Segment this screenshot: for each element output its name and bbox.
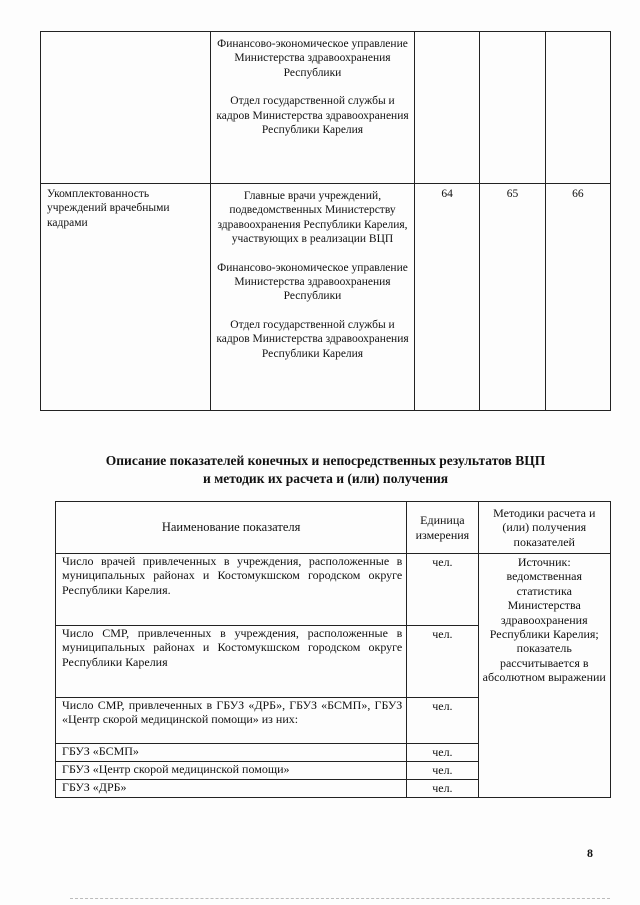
table-row (41, 184, 611, 411)
table-header-row (56, 502, 611, 554)
responsible-entry: Финансово-экономическое управление Министерства здравоохранения Республики (217, 38, 408, 79)
value-cell: 65 (480, 184, 545, 411)
header-name: Наименование показателя (56, 502, 407, 554)
responsibility-table (40, 31, 611, 411)
section-heading (40, 452, 611, 488)
responsible-entry: Отдел государственной службы и кадров Министерства здравоохранения Республики Карелия (216, 318, 409, 360)
section-heading-line: и методик их расчета и (или) получения (202, 471, 449, 486)
header-unit: Единица измерения (407, 502, 478, 554)
indicator-unit: чел. (407, 762, 478, 780)
responsible-cell (211, 184, 415, 411)
responsible-cell (211, 32, 415, 184)
responsible-entry: Финансово-экономическое управление Министерства здравоохранения Республики (217, 261, 408, 303)
indicators-table (55, 501, 611, 798)
indicator-name: Число врачей привлеченных в учреждения, расположенные в муниципальных районах и Костомукшском городском округе Республики Карелия. (56, 554, 407, 626)
value-cell (545, 32, 610, 184)
page-number: 8 (587, 846, 593, 860)
indicator-unit: чел. (407, 698, 478, 744)
indicator-name: Число СМР, привлеченных в учреждения, расположенные в муниципальных районах и Костомукшском городском округе Республики Карелия (56, 626, 407, 698)
indicator-unit: чел. (407, 744, 478, 762)
value-cell: 66 (545, 184, 610, 411)
value-cell: 64 (415, 184, 480, 411)
indicator-name: ГБУЗ «ДРБ» (56, 780, 407, 798)
indicator-name-cell: Укомплектованность учреждений врачебными кадрами (41, 184, 211, 411)
table-row (56, 554, 611, 626)
responsible-entry: Главные врачи учреждений, подведомственных Министерству здравоохранения Республики Карелия, участвующих в реализации ВЦП (217, 190, 408, 246)
indicator-unit: чел. (407, 626, 478, 698)
scan-artifact-line (70, 898, 610, 899)
value-cell (480, 32, 545, 184)
indicator-name-cell (41, 32, 211, 184)
indicator-unit: чел. (407, 780, 478, 798)
indicator-unit: чел. (407, 554, 478, 626)
indicator-name: ГБУЗ «БСМП» (56, 744, 407, 762)
method-description: Источник: ведомственная статистика Министерства здравоохранения Республики Карелия; показатель рассчитывается в абсолютном выражении (478, 554, 610, 798)
indicator-name: ГБУЗ «Центр скорой медицинской помощи» (56, 762, 407, 780)
responsible-entry: Отдел государственной службы и кадров Министерства здравоохранения Республики Карелия (216, 95, 409, 137)
value-cell (415, 32, 480, 184)
table-row (41, 32, 611, 184)
section-heading-line: Описание показателей конечных и непосредственных результатов ВЦП (105, 453, 546, 468)
indicator-name: Число СМР, привлеченных в ГБУЗ «ДРБ», ГБУЗ «БСМП», ГБУЗ «Центр скорой медицинской помощи» из них: (56, 698, 407, 744)
header-method: Методики расчета и (или) получения показателей (478, 502, 610, 554)
